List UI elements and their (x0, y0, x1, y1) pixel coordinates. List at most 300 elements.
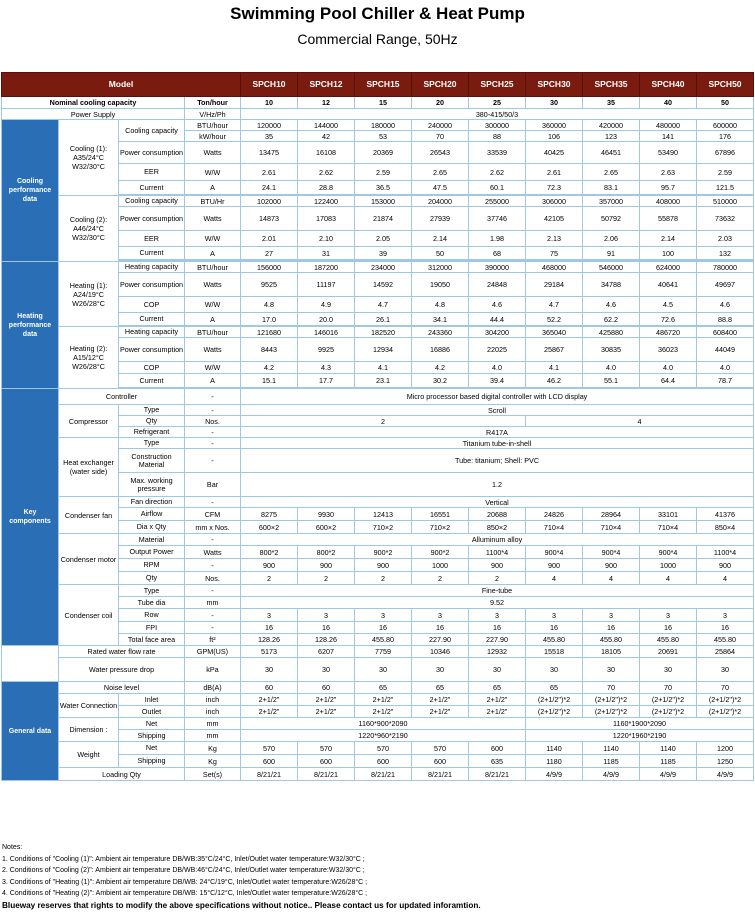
unit-cell: GPM(US) (185, 646, 241, 658)
unit-cell: mm x Nos. (185, 521, 241, 534)
value-cell: 30 (697, 658, 754, 682)
value-cell: 53490 (640, 142, 697, 164)
value-cell: 14873 (241, 207, 298, 231)
value-cell: 546000 (583, 262, 640, 273)
value-cell: 600 (412, 755, 469, 768)
table-row (2, 497, 754, 508)
value-cell: 176 (697, 131, 754, 142)
item-label: FPI (119, 622, 185, 634)
value-cell: 306000 (526, 196, 583, 207)
value-cell: 60 (298, 682, 355, 694)
value-cell: 4.8 (412, 297, 469, 313)
value-cell: (2+1/2")*2 (697, 706, 754, 718)
value-cell: 2.65 (412, 164, 469, 181)
value-cell: 36023 (640, 338, 697, 362)
item-label: COP (119, 362, 185, 374)
value-cell: 16 (298, 622, 355, 634)
value-cell: 30 (298, 658, 355, 682)
value-cell: 4.5 (640, 297, 697, 313)
value-cell: 39 (355, 247, 412, 260)
value-cell: 30 (583, 658, 640, 682)
value-cell: 40 (640, 97, 697, 109)
value-cell: 4 (526, 416, 754, 427)
value-cell: 455.80 (355, 634, 412, 646)
unit-cell: W/W (185, 231, 241, 247)
item-label: Tube dia (119, 597, 185, 609)
value-cell: 16886 (412, 338, 469, 362)
value-cell: 2.59 (697, 164, 754, 181)
value-cell: 47.5 (412, 181, 469, 195)
value-cell: 570 (241, 742, 298, 755)
value-cell: 156000 (241, 262, 298, 273)
item-label: Power consumption (119, 338, 185, 362)
value-cell: 3 (469, 609, 526, 622)
row-label: Power Supply (2, 109, 185, 120)
value-cell: 600×2 (241, 521, 298, 534)
value-cell: 600 (355, 755, 412, 768)
item-label: Airflow (119, 508, 185, 521)
value-cell: 2+1/2" (298, 694, 355, 706)
item-label: Fan direction (119, 497, 185, 508)
item-label: Type (119, 405, 185, 416)
value-cell: 455.80 (697, 634, 754, 646)
page-subtitle: Commercial Range, 50Hz (297, 31, 458, 47)
group-label: Compressor (59, 405, 119, 438)
value-cell: 180000 (355, 120, 412, 131)
value-cell: 608400 (697, 327, 754, 338)
value-cell: 1100*4 (469, 546, 526, 559)
value-cell: 900 (355, 559, 412, 572)
value-cell: 72.6 (640, 313, 697, 326)
value-cell: 234000 (355, 262, 412, 273)
item-label: Net (119, 718, 185, 730)
item-label: Max. working pressure (119, 473, 185, 497)
model-name: SPCH12 (298, 73, 355, 97)
unit-cell: Watts (185, 207, 241, 231)
value-cell: 900*4 (526, 546, 583, 559)
value-cell: 4.6 (697, 297, 754, 313)
value-cell: 55878 (640, 207, 697, 231)
value-cell: 16 (355, 622, 412, 634)
unit-cell: W/W (185, 297, 241, 313)
value-cell: 20 (412, 97, 469, 109)
item-label: Inlet (119, 694, 185, 706)
table-row (2, 120, 754, 131)
value-cell: 15518 (526, 646, 583, 658)
value-cell: 65 (526, 682, 583, 694)
value-cell: 600 (469, 742, 526, 755)
value-cell: 900*2 (412, 546, 469, 559)
value-cell: 2.03 (697, 231, 754, 247)
value-cell: 900 (526, 559, 583, 572)
value-cell: 204000 (412, 196, 469, 207)
model-name: SPCH15 (355, 73, 412, 97)
unit-cell: mm (185, 730, 241, 742)
unit-cell: - (185, 559, 241, 572)
value-cell: 4/9/9 (697, 768, 754, 781)
model-header: Model (2, 73, 241, 97)
unit-cell: A (185, 247, 241, 260)
unit-cell: kPa (185, 658, 241, 682)
section-general: General data (2, 682, 59, 781)
value-cell: 15 (355, 97, 412, 109)
item-label: Dia x Qty (119, 521, 185, 534)
value-cell: 710×4 (526, 521, 583, 534)
unit-cell: Watts (185, 142, 241, 164)
value-cell: 900 (697, 559, 754, 572)
value-cell: 2.05 (355, 231, 412, 247)
value-cell: 20691 (640, 646, 697, 658)
value-cell: 304200 (469, 327, 526, 338)
value-cell: 28.8 (298, 181, 355, 195)
value-cell: 1160*1900*2090 (526, 718, 754, 730)
value-cell: 17083 (298, 207, 355, 231)
value-cell: 37746 (469, 207, 526, 231)
value-cell: 17.7 (298, 374, 355, 388)
value-cell: 1200 (697, 742, 754, 755)
value-cell: 2+1/2" (412, 694, 469, 706)
value-cell: 425880 (583, 327, 640, 338)
value-cell: 16 (526, 622, 583, 634)
value-cell: 34788 (583, 273, 640, 297)
unit-cell: Ton/hour (185, 97, 241, 109)
item-label: Current (119, 181, 185, 195)
unit-cell: Kg (185, 742, 241, 755)
value-cell: 570 (355, 742, 412, 755)
value-cell: 30 (412, 658, 469, 682)
value-cell: 16 (469, 622, 526, 634)
value-cell: 600 (241, 755, 298, 768)
unit-cell: ft² (185, 634, 241, 646)
page-title: Swimming Pool Chiller & Heat Pump (230, 4, 525, 23)
value-cell: 9525 (241, 273, 298, 297)
value-cell: 20688 (469, 508, 526, 521)
value-cell: 64.4 (640, 374, 697, 388)
value-cell: 468000 (526, 262, 583, 273)
unit-cell: Watts (185, 546, 241, 559)
value-cell: 4.7 (526, 297, 583, 313)
value-cell: 2.61 (526, 164, 583, 181)
value-cell: 2.62 (298, 164, 355, 181)
table-row (2, 742, 754, 755)
value-cell: 1250 (697, 755, 754, 768)
value-cell: 710×2 (355, 521, 412, 534)
value-cell: 1185 (640, 755, 697, 768)
group-label: Condenser fan (59, 497, 119, 534)
group-label: Heating (1): A24/19°C W26/28°C (59, 262, 119, 327)
unit-cell: Kg (185, 755, 241, 768)
model-name: SPCH10 (241, 73, 298, 97)
value-cell: 2+1/2" (355, 694, 412, 706)
value-cell: 24826 (526, 508, 583, 521)
spec-table (1, 72, 754, 781)
value-cell: 455.80 (640, 634, 697, 646)
value-cell: 70 (640, 682, 697, 694)
value-cell: 3 (355, 609, 412, 622)
value-cell: 357000 (583, 196, 640, 207)
value-cell: 2.01 (241, 231, 298, 247)
unit-cell: Nos. (185, 416, 241, 427)
value-cell: 3 (640, 609, 697, 622)
row-label: Controller (59, 389, 185, 405)
value-cell: 390000 (469, 262, 526, 273)
value-cell: 486720 (640, 327, 697, 338)
value-cell: 60.1 (469, 181, 526, 195)
value-cell: 128.26 (241, 634, 298, 646)
item-label: COP (119, 297, 185, 313)
value-cell: 42 (298, 131, 355, 142)
value-cell: 18105 (583, 646, 640, 658)
value-cell: 420000 (583, 120, 640, 131)
value-cell: 30 (241, 658, 298, 682)
table-row (2, 646, 754, 658)
value-cell: 30835 (583, 338, 640, 362)
power-supply-row (2, 109, 754, 120)
value-cell: 360000 (526, 120, 583, 131)
item-label: Qty (119, 416, 185, 427)
value-cell: 1220*960*2190 (241, 730, 526, 742)
value-cell: 1180 (526, 755, 583, 768)
item-label: Cooling capacity (119, 196, 185, 207)
item-label: Power consumption (119, 142, 185, 164)
item-label: Power consumption (119, 273, 185, 297)
value-cell: 2.61 (241, 164, 298, 181)
value-cell: 1000 (640, 559, 697, 572)
value-cell: 4 (697, 572, 754, 585)
value-cell: 455.80 (583, 634, 640, 646)
value-cell: 29184 (526, 273, 583, 297)
value-cell: 2+1/2" (469, 694, 526, 706)
row-label: Rated water flow rate (59, 646, 185, 658)
value-cell: 12413 (355, 508, 412, 521)
item-label: Refrigerant (119, 427, 185, 438)
value-cell: 2+1/2" (469, 706, 526, 718)
value-cell: 46.2 (526, 374, 583, 388)
group-label: Water Connection (59, 694, 119, 718)
value-cell: 4.8 (241, 297, 298, 313)
value-cell: 34.1 (412, 313, 469, 326)
value-cell: 455.80 (526, 634, 583, 646)
unit-cell: - (185, 497, 241, 508)
value-cell: 65 (412, 682, 469, 694)
value-cell: 600000 (697, 120, 754, 131)
value-cell: (2+1/2")*2 (640, 706, 697, 718)
value-cell: 30 (526, 97, 583, 109)
value-cell: 39.4 (469, 374, 526, 388)
value-cell: 3 (412, 609, 469, 622)
value-cell: 22025 (469, 338, 526, 362)
value-cell: 33539 (469, 142, 526, 164)
value-cell: 70 (697, 682, 754, 694)
value-cell: 600×2 (298, 521, 355, 534)
value-cell: 2 (298, 572, 355, 585)
value-cell: 2+1/2" (412, 706, 469, 718)
value-cell: 8275 (241, 508, 298, 521)
item-label: Total face area (119, 634, 185, 646)
value-cell: 88.8 (697, 313, 754, 326)
value-cell: 2.62 (469, 164, 526, 181)
unit-cell: Watts (185, 273, 241, 297)
model-name: SPCH35 (583, 73, 640, 97)
note-line: 2. Conditions of "Cooling (2)": Ambient air temperature DB/WB:46°C/24°C, Inlet/Outlet water temperature:W32/30°C ; (2, 867, 365, 874)
value-cell: 36.5 (355, 181, 412, 195)
value-cell: 2 (412, 572, 469, 585)
value-cell: 50 (412, 247, 469, 260)
header-row (2, 73, 754, 97)
value-cell: 380-415/50/3 (241, 109, 754, 120)
value-cell: 408000 (640, 196, 697, 207)
value-cell: 16108 (298, 142, 355, 164)
value-cell: 850×2 (469, 521, 526, 534)
value-cell: 2+1/2" (355, 706, 412, 718)
item-label: Material (119, 534, 185, 546)
value-cell: 710×2 (412, 521, 469, 534)
group-label: Condenser motor (59, 534, 119, 585)
value-cell: 4.1 (526, 362, 583, 374)
item-label: Current (119, 247, 185, 260)
unit-cell: inch (185, 706, 241, 718)
value-cell: 4.0 (583, 362, 640, 374)
value-cell: 24848 (469, 273, 526, 297)
value-cell: 1140 (526, 742, 583, 755)
value-cell: 900 (241, 559, 298, 572)
value-cell: 40641 (640, 273, 697, 297)
value-cell: 16 (241, 622, 298, 634)
unit-cell: A (185, 313, 241, 326)
item-label: Construction Material (119, 449, 185, 473)
unit-cell: BTU/Hr (185, 196, 241, 207)
value-cell: 53 (355, 131, 412, 142)
value-cell: 50 (697, 97, 754, 109)
value-cell: 800*2 (298, 546, 355, 559)
value-cell: 65 (355, 682, 412, 694)
unit-cell: - (185, 389, 241, 405)
value-cell: 900*4 (640, 546, 697, 559)
value-cell: 240000 (412, 120, 469, 131)
value-cell: 4/9/9 (583, 768, 640, 781)
unit-cell: W/W (185, 164, 241, 181)
unit-cell: dB(A) (185, 682, 241, 694)
value-cell: 4.7 (355, 297, 412, 313)
value-cell: 144000 (298, 120, 355, 131)
group-label: Weight (59, 742, 119, 768)
value-cell: 41376 (697, 508, 754, 521)
unit-cell: - (185, 449, 241, 473)
value-cell: 28964 (583, 508, 640, 521)
value-cell: 62.2 (583, 313, 640, 326)
item-label: Type (119, 585, 185, 597)
item-label: Output Power (119, 546, 185, 559)
value-cell: 2.10 (298, 231, 355, 247)
value-cell: 1160*900*2090 (241, 718, 526, 730)
value-cell: 10346 (412, 646, 469, 658)
value-cell: Vertical (241, 497, 754, 508)
value-cell: 78.7 (697, 374, 754, 388)
value-cell: 27 (241, 247, 298, 260)
value-cell: 227.90 (412, 634, 469, 646)
item-label: EER (119, 164, 185, 181)
value-cell: 5173 (241, 646, 298, 658)
value-cell: 23.1 (355, 374, 412, 388)
value-cell: 4.0 (469, 362, 526, 374)
unit-cell: - (185, 585, 241, 597)
value-cell: 9.52 (241, 597, 754, 609)
value-cell: 365040 (526, 327, 583, 338)
value-cell: 13475 (241, 142, 298, 164)
value-cell: 52.2 (526, 313, 583, 326)
table-row (2, 682, 754, 694)
value-cell: 25864 (697, 646, 754, 658)
row-label: Noise level (59, 682, 185, 694)
value-cell: 4.6 (469, 297, 526, 313)
item-label: Row (119, 609, 185, 622)
unit-cell: mm (185, 718, 241, 730)
value-cell: 9930 (298, 508, 355, 521)
unit-cell: - (185, 405, 241, 416)
section-key-components: Key components (2, 389, 59, 646)
value-cell: 83.1 (583, 181, 640, 195)
value-cell: 255000 (469, 196, 526, 207)
value-cell: 95.7 (640, 181, 697, 195)
value-cell: 480000 (640, 120, 697, 131)
item-label: Current (119, 313, 185, 326)
group-label: Dimension : (59, 718, 119, 742)
item-label: Heating capacity (119, 327, 185, 338)
item-label: RPM (119, 559, 185, 572)
model-name: SPCH30 (526, 73, 583, 97)
table-row (2, 658, 754, 682)
value-cell: 2.13 (526, 231, 583, 247)
value-cell: 510000 (697, 196, 754, 207)
value-cell: 710×4 (583, 521, 640, 534)
value-cell: 2.14 (640, 231, 697, 247)
value-cell: 30 (526, 658, 583, 682)
value-cell: 2 (355, 572, 412, 585)
value-cell: 4/9/9 (640, 768, 697, 781)
value-cell: 2.59 (355, 164, 412, 181)
value-cell: 6207 (298, 646, 355, 658)
item-label: Shipping (119, 755, 185, 768)
value-cell: 4.3 (298, 362, 355, 374)
value-cell: 40425 (526, 142, 583, 164)
table-row (2, 718, 754, 730)
group-label: Heating (2): A15/12°C W26/28°C (59, 327, 119, 389)
value-cell: 3 (241, 609, 298, 622)
row-label: Loading Qty (59, 768, 185, 781)
value-cell: 8/21/21 (298, 768, 355, 781)
value-cell: 35 (583, 97, 640, 109)
value-cell: 19050 (412, 273, 469, 297)
table-row (2, 768, 754, 781)
value-cell: 1.98 (469, 231, 526, 247)
value-cell: 900 (298, 559, 355, 572)
value-cell: 8443 (241, 338, 298, 362)
unit-cell: Nos. (185, 572, 241, 585)
note-line: 4. Conditions of "Heating (2)": Ambient air temperature DB/WB: 15°C/12°C, Inlet/Outlet water temperature:W26/28°C ; (2, 890, 368, 897)
value-cell: Titanium tube-in-shell (241, 438, 754, 449)
note-line: 1. Conditions of "Cooling (1)": Ambient air temperature DB/WB:35°C/24°C, Inlet/Outlet water temperature:W32/30°C ; (2, 855, 365, 863)
value-cell: 46451 (583, 142, 640, 164)
value-cell: 600 (298, 755, 355, 768)
value-cell: 1185 (583, 755, 640, 768)
value-cell: 2.06 (583, 231, 640, 247)
value-cell: 1100*4 (697, 546, 754, 559)
value-cell: 70 (412, 131, 469, 142)
value-cell: 102000 (241, 196, 298, 207)
value-cell: 67896 (697, 142, 754, 164)
value-cell: R417A (241, 427, 754, 438)
item-label: Outlet (119, 706, 185, 718)
